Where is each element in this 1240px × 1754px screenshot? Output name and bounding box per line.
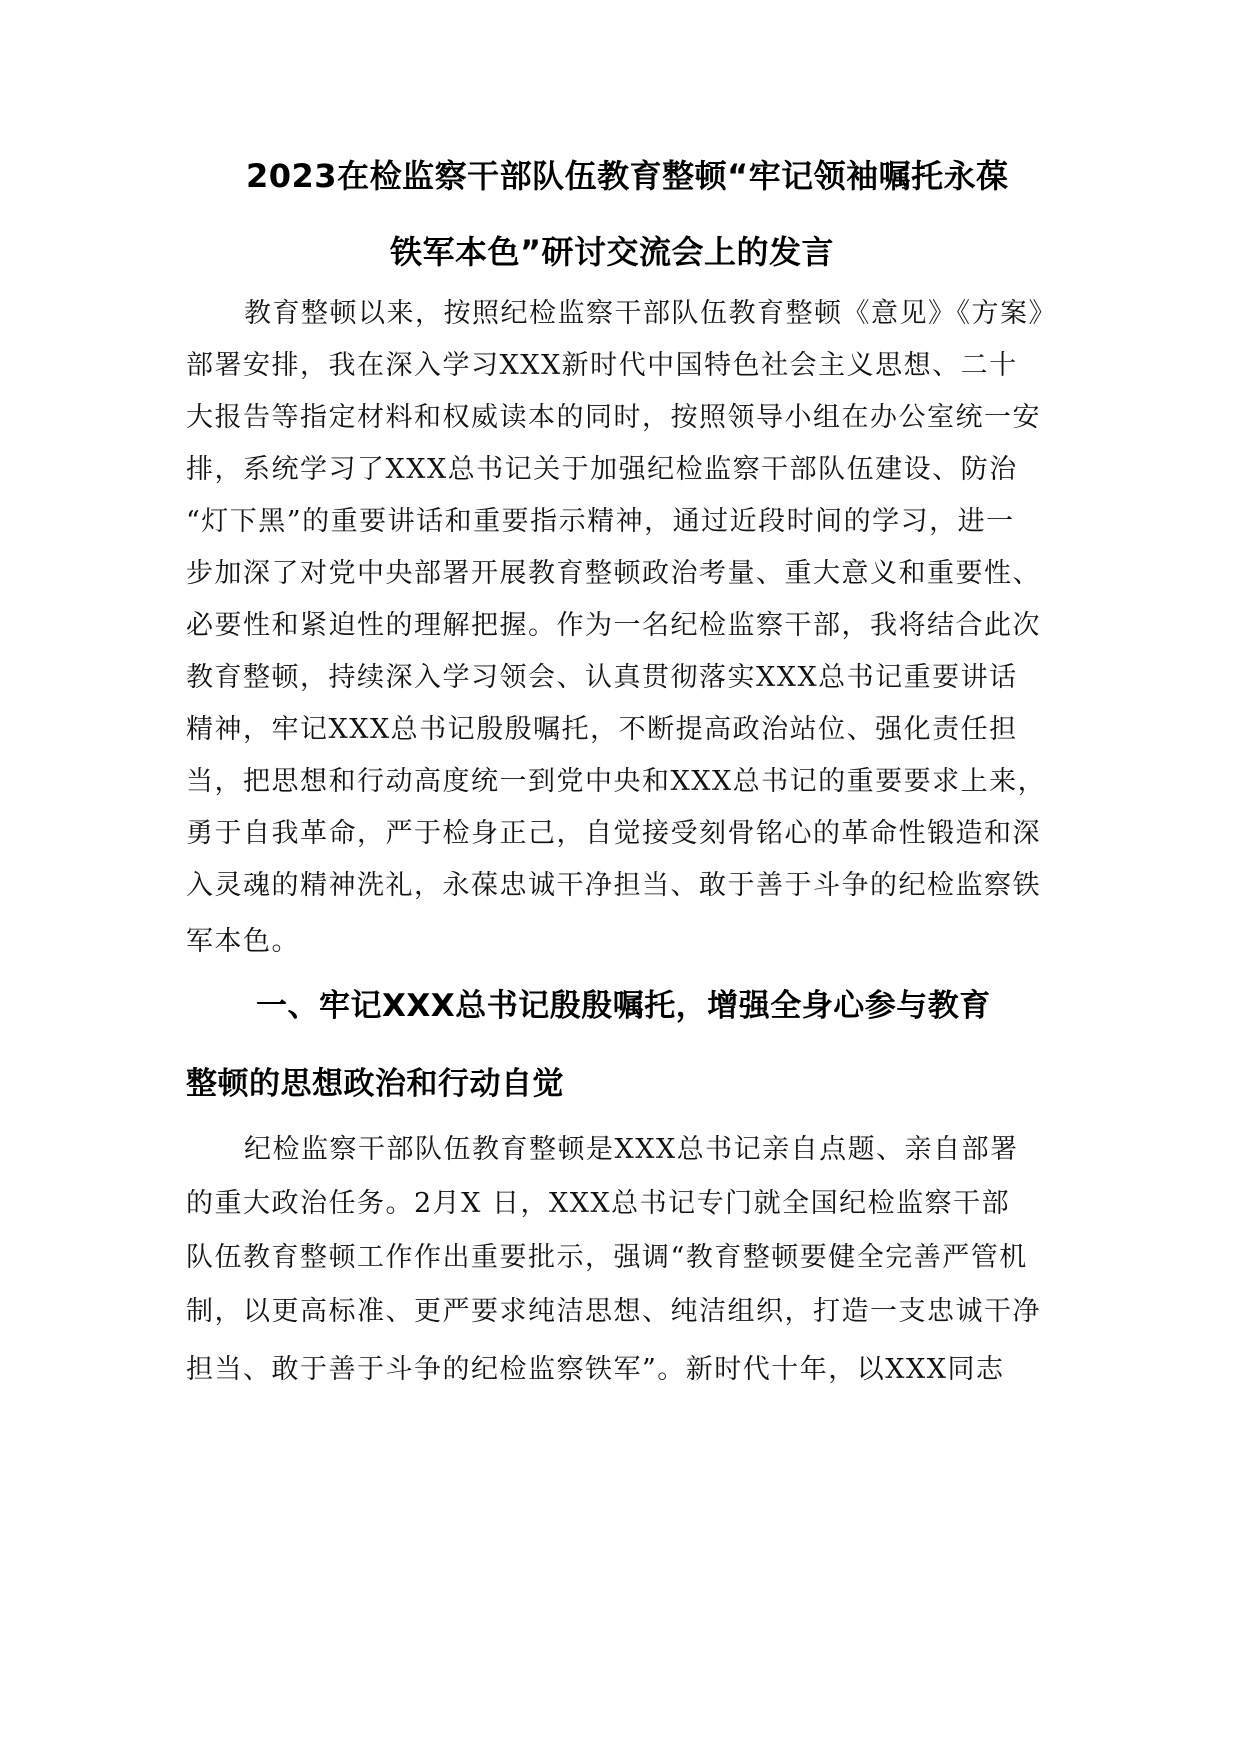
- section-1-heading-line-1: 一、牢记XXX总书记殷殷嘱托，增强全身心参与教育: [256, 988, 991, 1024]
- paragraph-2-line: 担当、敢于善于斗争的纪检监察铁军”。新时代十年，以XXX同志: [186, 1354, 1005, 1385]
- paragraph-1-line: 入灵魂的精神洗礼，永葆忠诚干净担当、敢于善于斗争的纪检监察铁: [186, 870, 1041, 901]
- paragraph-2-line: 的重大政治任务。2月X 日，XXX总书记专门就全国纪检监察干部: [186, 1188, 1011, 1219]
- paragraph-2-line: 队伍教育整顿工作作出重要批示，强调“教育整顿要健全完善严管机: [186, 1242, 1028, 1273]
- section-1-heading-line-2: 整顿的思想政治和行动自觉: [186, 1066, 564, 1102]
- paragraph-1-line: 大报告等指定材料和权威读本的同时，按照领导小组在办公室统一安: [186, 402, 1041, 433]
- paragraph-1-line: 教育整顿，持续深入学习领会、认真贯彻落实XXX总书记重要讲话: [186, 662, 1018, 693]
- document-title-line-2: 铁军本色”研讨交流会上的发言: [390, 233, 835, 271]
- paragraph-1-line: “灯下黑”的重要讲话和重要指示精神，通过近段时间的学习，进一: [186, 506, 1015, 537]
- document-title-line-1: 2023在检监察干部队伍教育整顿“牢记领袖嘱托永葆: [246, 157, 1009, 195]
- paragraph-1-line: 教育整顿以来，按照纪检监察干部队伍教育整顿《意见》《方案》: [244, 298, 1057, 329]
- paragraph-1-line: 当，把思想和行动高度统一到党中央和XXX总书记的重要要求上来，: [186, 766, 1047, 797]
- paragraph-1-line: 部署安排，我在深入学习XXX新时代中国特色社会主义思想、二十: [186, 350, 1018, 381]
- paragraph-2-line: 制，以更高标准、更严要求纯洁思想、纯洁组织，打造一支忠诚干净: [186, 1296, 1041, 1327]
- paragraph-1-line: 步加深了对党中央部署开展教育整顿政治考量、重大意义和重要性、: [186, 558, 1041, 589]
- paragraph-2-line: 纪检监察干部队伍教育整顿是XXX总书记亲自点题、亲自部署: [244, 1134, 1019, 1165]
- paragraph-1-line: 排，系统学习了XXX总书记关于加强纪检监察干部队伍建设、防治: [186, 454, 1018, 485]
- paragraph-1-line: 精神，牢记XXX总书记殷殷嘱托，不断提高政治站位、强化责任担: [186, 714, 1018, 745]
- paragraph-1-line: 军本色。: [186, 926, 300, 957]
- paragraph-1-line: 必要性和紧迫性的理解把握。作为一名纪检监察干部，我将结合此次: [186, 610, 1041, 641]
- paragraph-1-line: 勇于自我革命，严于检身正己，自觉接受刻骨铭心的革命性锻造和深: [186, 818, 1041, 849]
